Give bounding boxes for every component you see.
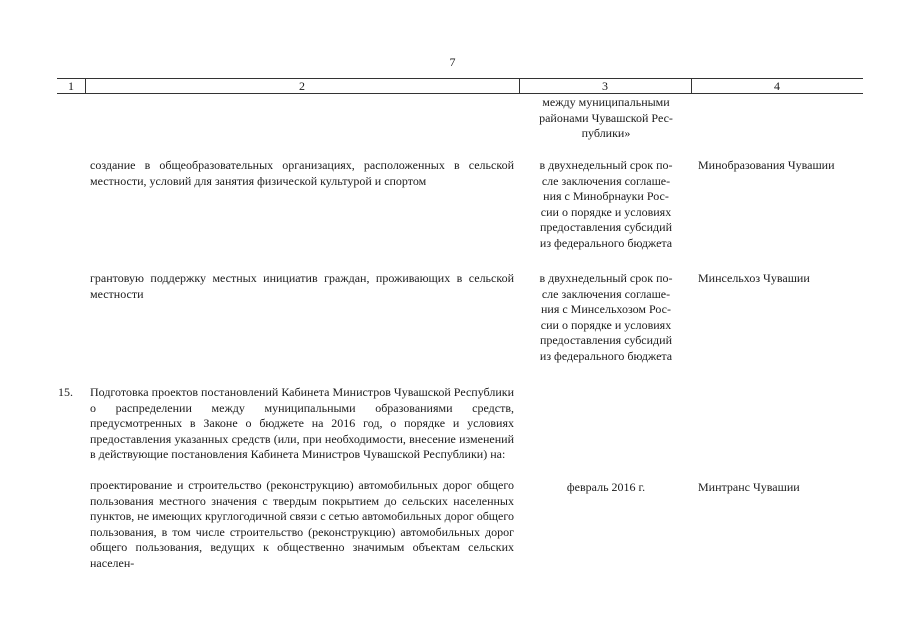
header-col-2: 2 xyxy=(299,79,305,93)
text-line: предоставления субсидий xyxy=(539,220,673,234)
text-line: публики» xyxy=(581,126,631,140)
text-line: из федерального бюджета xyxy=(539,235,673,250)
text-line: сии о порядке и условиях xyxy=(540,317,672,332)
text-line: предоставления субсидий xyxy=(539,333,673,347)
text-line: ния с Минсельхозом Рос- xyxy=(540,302,672,316)
header-col-4: 4 xyxy=(774,79,780,93)
text-line: сле заключения соглаше- xyxy=(541,173,671,188)
item-15-text: Подготовка проектов постановлений Кабинета Министров Чувашской Республики о распределении между муниципальными образованиями средств, предусмотренных в Законе о бюджете на 2016 год, о порядке и условиях предоставления указанных средств (или, при необходимости, внесение изменений в действующие постановления Кабинета Министров Чувашской Республики) на: xyxy=(90,385,514,461)
text-line: сле заключения соглаше- xyxy=(541,286,671,301)
item-grants-deadline xyxy=(525,271,687,364)
item-15-deadline: февраль 2016 г. xyxy=(566,480,646,494)
text-line: районами Чувашской Рес- xyxy=(539,110,673,125)
item-15-sub-text: проектирование и строительство (реконструкцию) автомобильных дорог общего пользования местного значения с твердым покрытием до сельских населенных пунктов, не имеющих круглогодичной связи с сетью автомобильных дорог общего пользования, в том числе строительство (реконструкцию) автомобильных дорог общего пользования, ведущих к общественно значимым объектам сельских населен- xyxy=(90,478,514,570)
header-col-1: 1 xyxy=(68,79,74,93)
item-sport-deadline xyxy=(525,158,687,251)
text-line: из федерального бюджета xyxy=(539,348,673,363)
table-header xyxy=(57,78,863,94)
item-grants-responsible: Минсельхоз Чувашии xyxy=(698,271,810,285)
carryover-deadline xyxy=(525,95,687,142)
header-col-3: 3 xyxy=(602,79,608,93)
text-line: сии о порядке и условиях xyxy=(540,204,672,219)
text-line: в двухнедельный срок по- xyxy=(539,158,673,172)
text-line: в двухнедельный срок по- xyxy=(539,271,673,285)
item-grants-text: грантовую поддержку местных инициатив граждан, проживающих в сельской местности xyxy=(90,271,514,301)
item-15-number: 15. xyxy=(58,385,73,399)
item-sport-responsible: Минобразования Чувашии xyxy=(698,158,835,172)
text-line: ния с Минобрнауки Рос- xyxy=(543,189,669,203)
item-sport-text: создание в общеобразовательных организациях, расположенных в сельской местности, условий для занятия физической культурой и спортом xyxy=(90,158,514,188)
text-line: между муниципальными xyxy=(542,95,670,109)
page-number: 7 xyxy=(449,55,456,69)
item-15-responsible: Минтранс Чувашии xyxy=(698,480,800,494)
